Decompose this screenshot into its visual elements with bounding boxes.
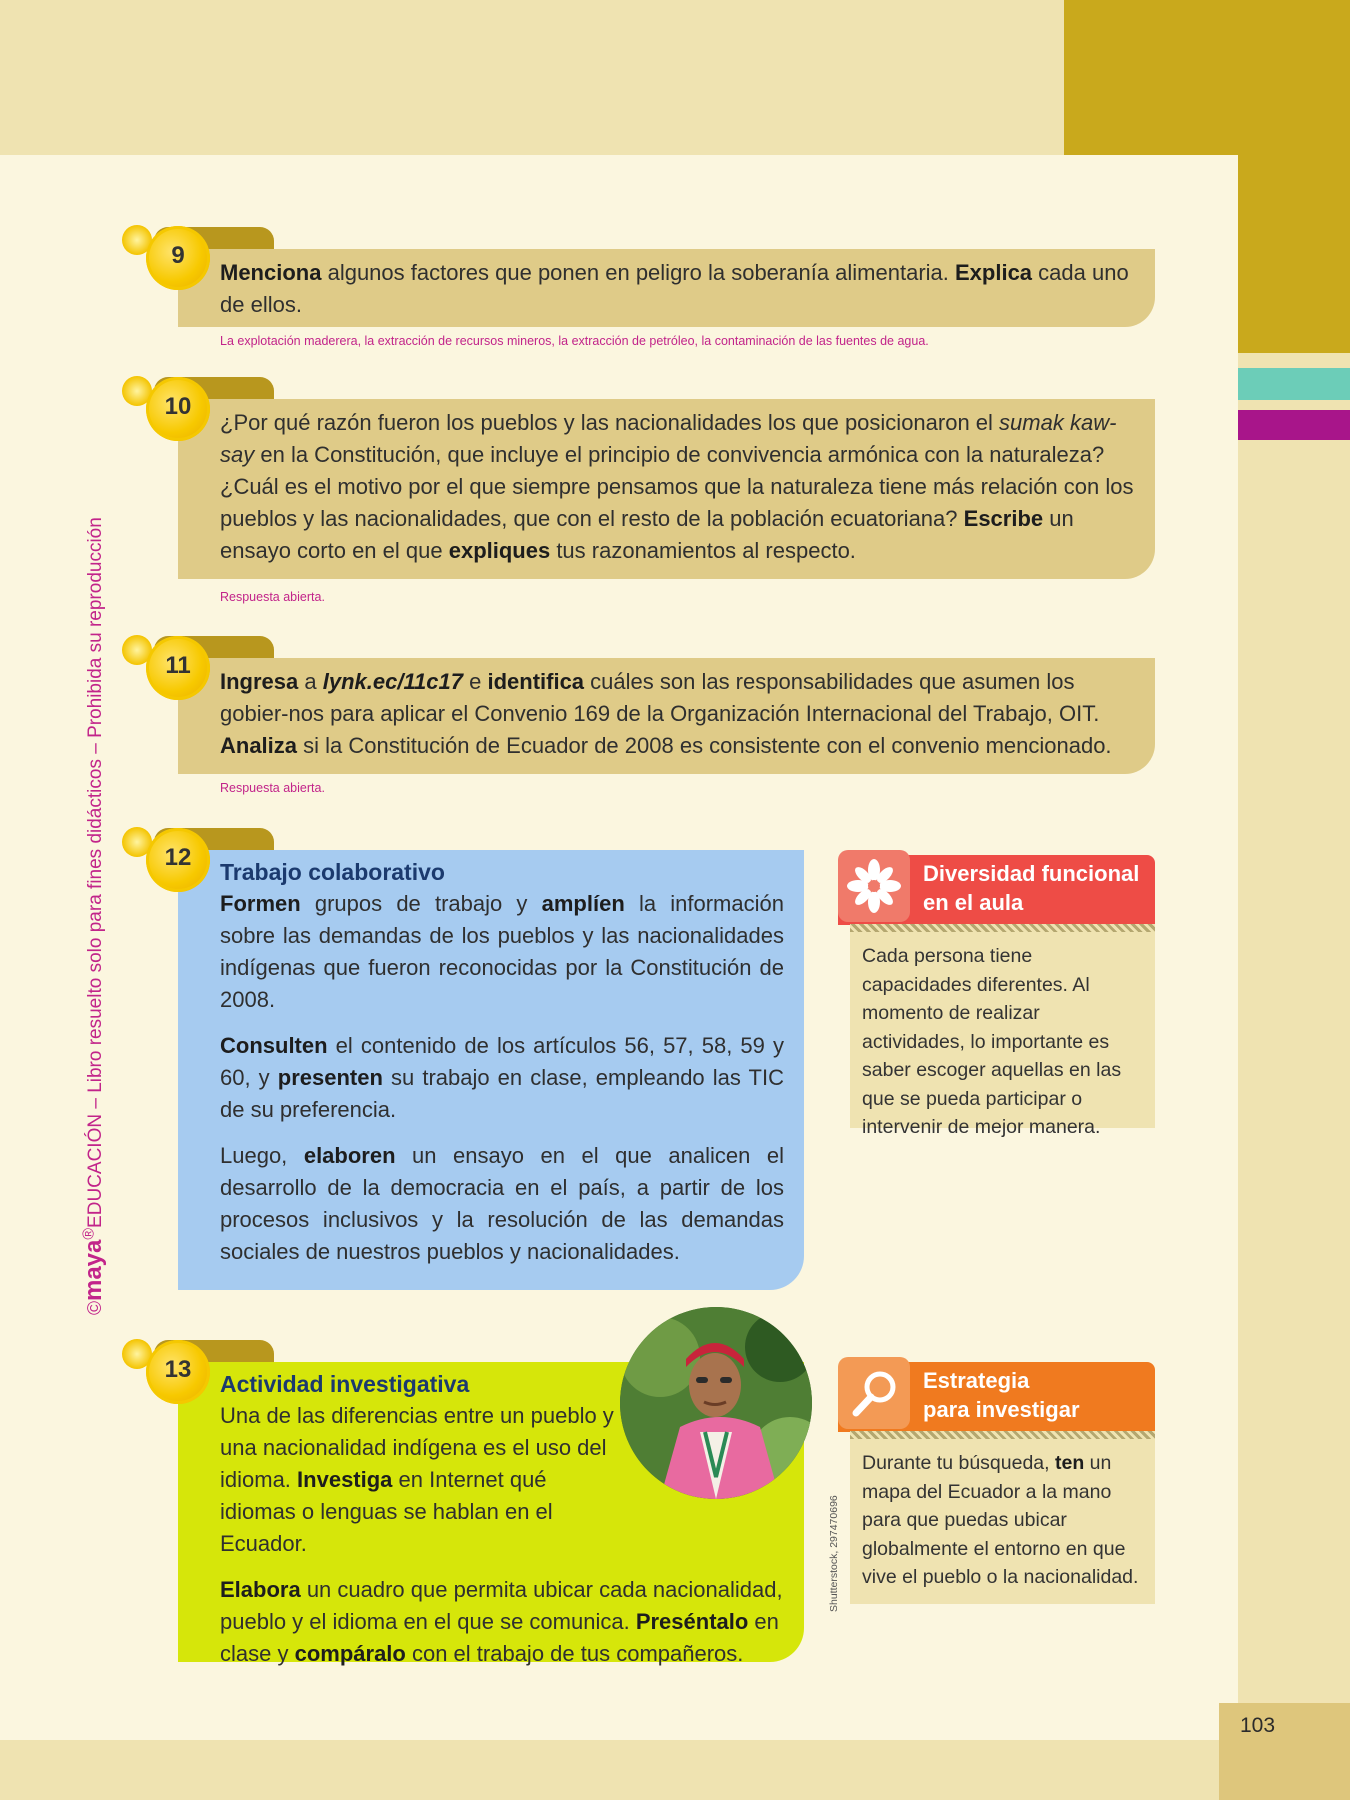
diversity-body: Cada persona tiene capacidades diferentes. Al momento de realizar actividades, lo importante es saber escoger aquellas en las que se pueda participar o intervenir de mejor manera. (850, 932, 1155, 1128)
asterisk-flower-icon (838, 850, 910, 922)
q12-number: 12 (164, 844, 192, 871)
q11-box: Ingresa a lynk.ec/11c17 e identifica cuáles son las responsabilidades que asumen los gobier-nos para aplicar el Convenio 169 de la Organización Internacional del Trabajo, OIT. Analiza si la Constitución de Ecuador de 2008 es consistente con el convenio mencionado. (178, 658, 1155, 774)
indigenous-elder-photo (620, 1307, 812, 1499)
brand-logo-text: maya (80, 1239, 107, 1301)
magenta-tab-marker (1238, 410, 1350, 440)
q10-box: ¿Por qué razón fueron los pueblos y las nacionalidades los que posicionaron el sumak kaw-say en la Constitución, que incluye el principio de convivencia armónica con la naturaleza? ¿Cuál es el motivo por el que siempre pensamos que la naturaleza tiene más relación con los pueblos y las nacionalidades, que con el resto de la población ecuatoriana? Escribe un ensayo corto en el que expliques tus razonamientos al respecto. (178, 399, 1155, 579)
right-column-gold (1238, 0, 1350, 353)
q10-answer: Respuesta abierta. (220, 590, 325, 604)
sidebar-copyright-notice: ©maya®EDUCACIÓN – Libro resuelto solo para fines didácticos – Prohibida su reproducción (80, 517, 107, 1315)
strategy-title-line2: para investigar (923, 1397, 1080, 1422)
diversity-stripe-divider (850, 924, 1155, 932)
diversity-title-line2: en el aula (923, 890, 1024, 915)
q13-number: 13 (164, 1356, 192, 1383)
diversity-title-line1: Diversidad funcional (923, 861, 1140, 886)
bottom-band (0, 1740, 1350, 1800)
q12-paragraph-2: Consulten el contenido de los artículos 56, 57, 58, 59 y 60, y presenten su trabajo en clase, empleando las TIC de su preferencia. (220, 1033, 784, 1122)
magnifier-icon (838, 1357, 910, 1429)
q13-heading: Actividad investigativa (220, 1371, 470, 1397)
q10-number: 10 (164, 393, 192, 420)
page-number: 103 (1240, 1714, 1276, 1737)
q12-heading: Trabajo colaborativo (220, 859, 445, 885)
q11-answer: Respuesta abierta. (220, 781, 325, 795)
q9-answer: La explotación maderera, la extracción de recursos mineros, la extracción de petróleo, la contaminación de las fuentes de agua. (220, 334, 929, 348)
photo-credit: Shutterstock, 297470696 (828, 1495, 840, 1612)
page-number-box (1219, 1703, 1350, 1800)
q9-number: 9 (171, 242, 185, 269)
q11-number: 11 (165, 652, 191, 679)
strategy-body: Durante tu búsqueda, ten un mapa del Ecuador a la mano para que puedas ubicar globalmente el entorno en que vive el pueblo o la nacionalidad. (850, 1439, 1155, 1604)
q13-paragraph-1: Una de las diferencias entre un pueblo y una nacionalidad indígena es el uso del idioma. Investiga en Internet qué idiomas o lenguas se hablan en el Ecuador. (220, 1403, 614, 1556)
q12-collaborative-box (178, 850, 804, 1290)
q13-paragraph-2: Elabora un cuadro que permita ubicar cada nacionalidad, pueblo y el idioma en el que se comunica. Preséntalo en clase y compáralo con el trabajo de tus compañeros. (220, 1577, 783, 1666)
strategy-title-line1: Estrategia (923, 1368, 1030, 1393)
top-band (0, 0, 1064, 155)
q12-paragraph-1: Formen grupos de trabajo y amplíen la información sobre las demandas de los pueblos y las nacionalidades indígenas que fueron reconocidas por la Constitución de 2008. (220, 891, 784, 1012)
strategy-stripe-divider (850, 1431, 1155, 1439)
teal-tab-marker (1238, 368, 1350, 400)
q9-box: Menciona algunos factores que ponen en peligro la soberanía alimentaria. Explica cada uno de ellos. (178, 249, 1155, 327)
q12-paragraph-3: Luego, elaboren un ensayo en el que analicen el desarrollo de la democracia en el país, a partir de los procesos inclusivos y la resolución de las demandas sociales de nuestros pueblos y nacionalidades. (220, 1143, 785, 1264)
